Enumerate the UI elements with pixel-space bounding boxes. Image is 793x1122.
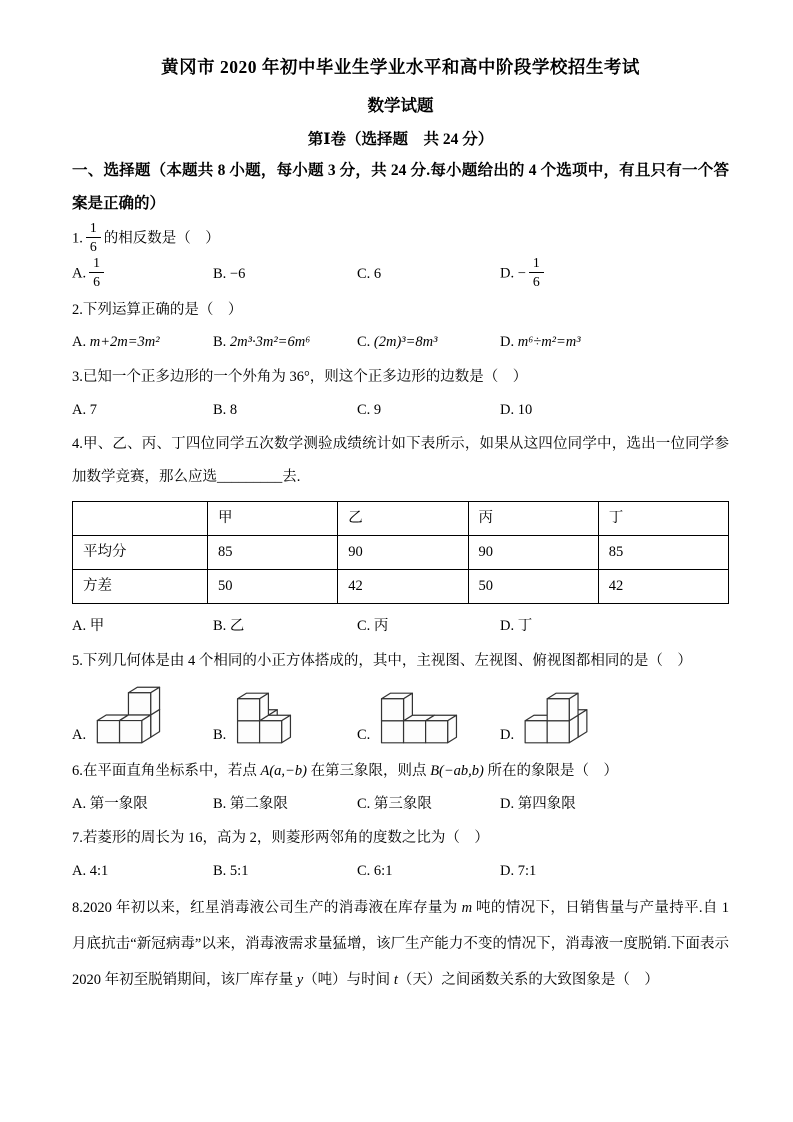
table-cell: 甲 (208, 502, 338, 536)
table-cell: 丙 (468, 502, 598, 536)
question-3-stem: 3.已知一个正多边形的一个外角为 36°，则这个正多边形的边数是（ ） (72, 368, 528, 385)
question-1-option-c: C. 6 (357, 266, 382, 283)
table-cell (73, 502, 208, 536)
question-3-option-b: B. 8 (213, 401, 238, 418)
q8-text: （天）之间函数关系的大致图象是（ ） (397, 972, 659, 989)
question-2-option-c (357, 326, 500, 359)
question-8-stem (72, 890, 729, 999)
question-4-option-c: C. 丙 (357, 617, 389, 634)
question-3-option-a: A. 7 (72, 401, 97, 418)
section-heading: 第Ⅰ卷（选择题 共 24 分） (307, 131, 494, 149)
option-label: B. (213, 334, 227, 351)
cube-figure-c (380, 691, 458, 745)
question-2 (72, 294, 729, 359)
q6-math-point-b: B(−ab,b) (430, 763, 484, 780)
question-2-option-b (213, 326, 357, 359)
question-6-option-a: A. 第一象限 (72, 795, 148, 812)
question-1-stem (72, 222, 729, 257)
table-row (73, 570, 729, 604)
table-cell: 方差 (73, 570, 208, 604)
question-6-option-b: B. 第二象限 (213, 795, 288, 812)
fraction (89, 255, 104, 290)
table-cell: 平均分 (73, 536, 208, 570)
q8-text: （吨）与时间 (303, 972, 394, 989)
question-8 (72, 890, 729, 999)
table-cell: 42 (598, 570, 728, 604)
question-3 (72, 361, 729, 426)
option-label: A. (72, 726, 87, 743)
question-2-options (72, 326, 729, 359)
q8-var-m: m (461, 899, 473, 916)
option-label: C. (357, 726, 371, 743)
fraction (86, 220, 101, 255)
section-intro: 一、选择题（本题共 8 小题，每小题 3 分，共 24 分.每小题给出的 4 个选项中，有且只有一个答案是正确的） (72, 161, 729, 212)
question-7-option-d: D. 7:1 (500, 863, 537, 880)
question-5-figures (72, 685, 729, 745)
question-6-option-c: C. 第三象限 (357, 795, 432, 812)
option-math: m+2m=3m² (89, 334, 160, 351)
option-label: D. − (500, 265, 526, 282)
page-subtitle: 数学试题 (367, 96, 434, 116)
option-math: (2m)³=8m³ (373, 334, 438, 351)
question-1-options (72, 257, 729, 292)
table-cell: 丁 (598, 502, 728, 536)
option-math: 2m³·3m²=6m⁶ (229, 334, 311, 351)
q8-text: 8.2020 年初以来，红星消毒液公司生产的消毒液在库存量为 (72, 899, 462, 916)
table-cell: 50 (208, 570, 338, 604)
question-7-options (72, 855, 729, 888)
option-label: A. (72, 334, 87, 351)
fraction-numerator: 1 (86, 220, 101, 238)
question-2-option-a (72, 326, 213, 359)
fraction (529, 255, 544, 290)
figure-option-c (357, 691, 500, 745)
q6-math-point-a: A(a,−b) (260, 763, 307, 780)
question-4-option-b: B. 乙 (213, 617, 245, 634)
question-2-option-d (500, 326, 729, 359)
q6-text: 所在的象限是（ ） (483, 763, 618, 780)
fraction-denominator: 6 (532, 273, 540, 289)
option-label: A. (72, 265, 87, 282)
q1-stem-suffix: 的相反数是（ ） (103, 230, 220, 247)
fraction-numerator: 1 (89, 255, 104, 273)
cube-figure-d (524, 691, 588, 745)
option-label: B. (213, 726, 227, 743)
question-4-option-a: A. 甲 (72, 617, 105, 634)
cube-figure-b (236, 691, 292, 745)
table-cell: 42 (338, 570, 468, 604)
question-1-option-a (72, 257, 213, 292)
question-1 (72, 222, 729, 291)
question-4-option-d: D. 丁 (500, 617, 533, 634)
figure-option-b (213, 691, 357, 745)
scores-table (72, 501, 729, 604)
option-label: C. (357, 334, 371, 351)
option-math: m⁶÷m²=m³ (517, 334, 581, 351)
question-1-option-d (500, 257, 729, 292)
question-5 (72, 645, 729, 746)
cube-figure-a (96, 685, 162, 745)
q8-text: 吨的情况下，日销售量与产量持平.自 1 月底抗击“新冠病毒”以来，消毒液需求量猛增，该厂生产能力不变的情况下，消毒液一度脱销.下面表示 2020 年初至脱销期间，该厂库存量 (72, 899, 730, 989)
question-3-options (72, 394, 729, 427)
question-3-option-d: D. 10 (500, 401, 533, 418)
q8-var-t: t (393, 972, 398, 989)
option-label: D. (500, 334, 515, 351)
table-cell: 85 (598, 536, 728, 570)
question-7-stem: 7.若菱形的周长为 16，高为 2，则菱形两邻角的度数之比为（ ） (72, 830, 489, 847)
option-label: D. (500, 726, 515, 743)
q6-text: 在第三象限，则点 (306, 763, 431, 780)
fraction-denominator: 6 (89, 239, 97, 255)
question-5-stem: 5.下列几何体是由 4 个相同的小正方体搭成的，其中，主视图、左视图、俯视图都相同的是（ ） (72, 652, 692, 669)
question-6-option-d: D. 第四象限 (500, 795, 576, 812)
question-7-option-a: A. 4:1 (72, 863, 109, 880)
question-4 (72, 428, 729, 642)
q6-text: 6.在平面直角坐标系中，若点 (72, 763, 261, 780)
page-title: 黄冈市 2020 年初中毕业生学业水平和高中阶段学校招生考试 (161, 57, 640, 77)
figure-option-d (500, 691, 729, 745)
table-cell: 85 (208, 536, 338, 570)
table-cell: 90 (338, 536, 468, 570)
question-1-option-b: B. −6 (213, 266, 246, 283)
table-cell: 90 (468, 536, 598, 570)
fraction-numerator: 1 (529, 255, 544, 273)
question-6-stem (72, 755, 729, 788)
question-7-option-c: C. 6:1 (357, 863, 393, 880)
table-header-row (73, 502, 729, 536)
question-2-stem: 2.下列运算正确的是（ ） (72, 301, 243, 318)
question-7 (72, 822, 729, 887)
table-cell: 50 (468, 570, 598, 604)
fraction-denominator: 6 (93, 273, 100, 289)
question-6-options (72, 788, 729, 821)
table-row (73, 536, 729, 570)
q1-stem-prefix: 1. (72, 230, 83, 247)
figure-option-a (72, 685, 213, 745)
question-3-option-c: C. 9 (357, 401, 382, 418)
question-6 (72, 755, 729, 820)
table-cell: 乙 (338, 502, 468, 536)
question-4-stem: 4.甲、乙、丙、丁四位同学五次数学测验成绩统计如下表所示，如果从这四位同学中，选出一位同学参加数学竞赛，那么应选_________去. (72, 436, 729, 485)
question-7-option-b: B. 5:1 (213, 863, 249, 880)
question-4-options (72, 610, 729, 643)
q8-var-y: y (296, 972, 304, 989)
